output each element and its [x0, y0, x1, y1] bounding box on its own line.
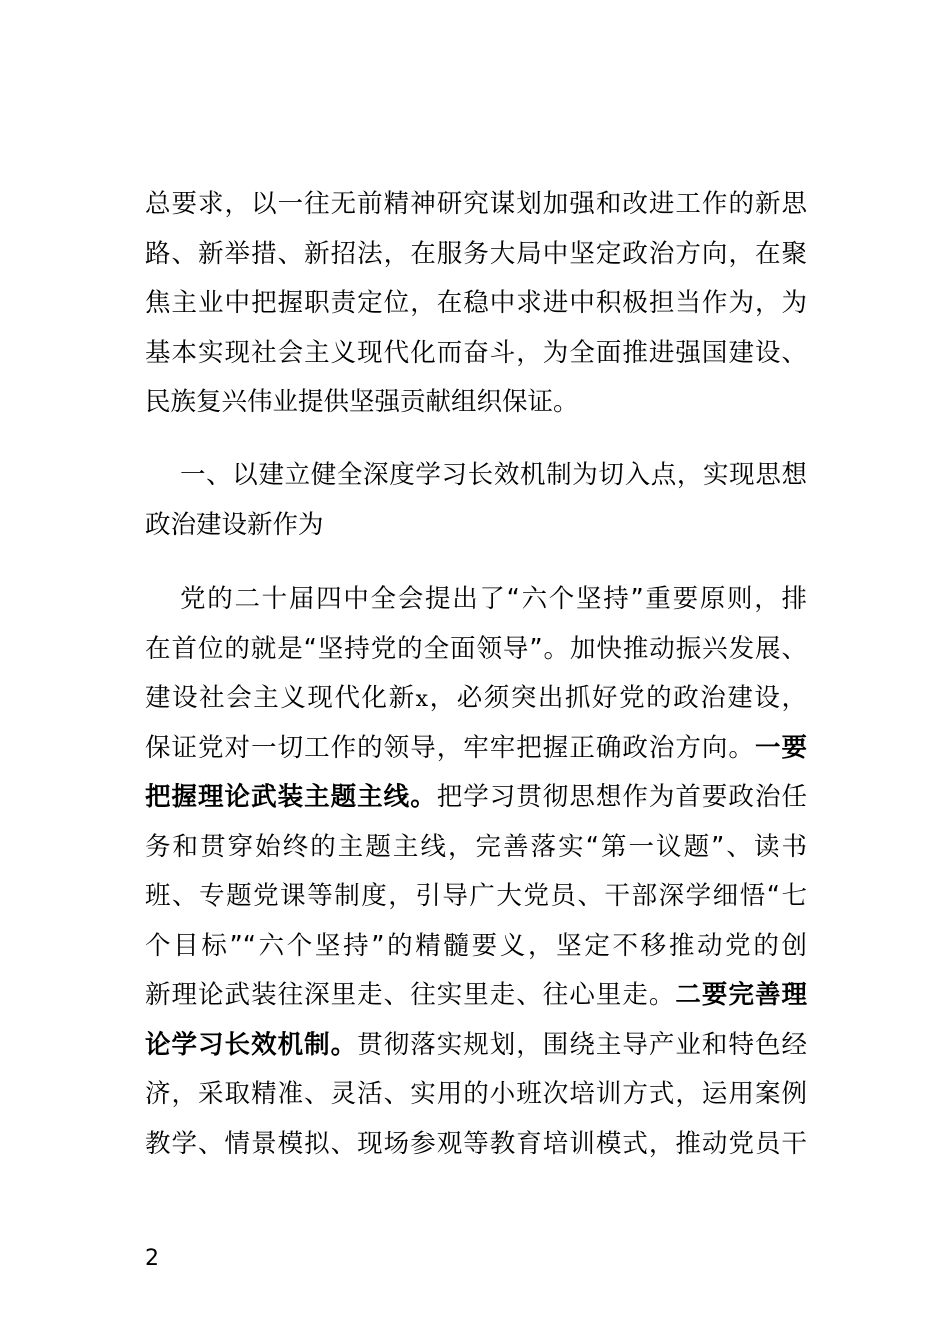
placeholder-text: x — [415, 687, 429, 712]
text-line — [145, 971, 807, 1021]
text-line: 个目标”“六个坚持”的精髓要义，坚定不移推动党的创 — [145, 930, 807, 961]
text-segment: 新理论武装往深里走、往实里走、往心里走。 — [145, 980, 676, 1010]
text-line: 教学、情景模拟、现场参观等教育培训模式，推动党员干 — [145, 1128, 807, 1159]
bold-key-point: 把握理论武装主题主线。 — [145, 782, 437, 812]
text-line: 总要求，以一往无前精神研究谋划加强和改进工作的新思 — [145, 189, 807, 219]
text-line — [145, 1021, 807, 1071]
text-line — [145, 773, 807, 823]
body-paragraph — [145, 575, 807, 1169]
text-line: 民族复兴伟业提供坚强贡献组织保证。 — [145, 387, 579, 417]
text-line: 党的二十届四中全会提出了“六个坚持”重要原则，排 — [180, 584, 807, 614]
bold-key-point: 论学习长效机制。 — [145, 1029, 358, 1060]
bold-key-point: 二要完善理 — [675, 980, 807, 1010]
text-line: 务和贯穿始终的主题主线，完善落实“第一议题”、读书 — [145, 831, 807, 862]
bold-key-point: 一要 — [754, 732, 807, 763]
text-line: 班、专题党课等制度，引导广大党员、干部深学细悟“七 — [145, 881, 807, 911]
text-segment: 把学习贯彻思想作为首要政治任 — [436, 782, 807, 812]
text-segment: 建设社会主义现代化新 — [145, 683, 416, 713]
text-line: 济，采取精准、灵活、实用的小班次培训方式，运用案例 — [145, 1079, 807, 1109]
page-number: 2 — [145, 1246, 159, 1271]
heading-line: 一、以建立健全深度学习长效机制为切入点，实现思想 — [180, 460, 807, 490]
heading-line: 政治建设新作为 — [145, 509, 324, 540]
text-segment: ，必须突出抓好党的政治建设， — [428, 683, 807, 713]
text-segment: 贯彻落实规划，围绕主导产业和特色经 — [357, 1029, 807, 1060]
text-line — [145, 724, 807, 774]
text-segment: 保证党对一切工作的领导，牢牢把握正确政治方向。 — [145, 732, 755, 763]
section-heading — [145, 451, 807, 550]
text-line — [145, 674, 807, 724]
text-line: 路、新举措、新招法，在服务大局中坚定政治方向，在聚 — [145, 238, 807, 269]
text-line: 在首位的就是“坚持党的全面领导”。加快推动振兴发展、 — [145, 633, 807, 664]
paragraph-continuation — [145, 180, 807, 428]
text-line: 基本实现社会主义现代化而奋斗，为全面推进强国建设、 — [145, 337, 807, 368]
text-line: 焦主业中把握职责定位，在稳中求进中积极担当作为，为 — [145, 288, 807, 318]
